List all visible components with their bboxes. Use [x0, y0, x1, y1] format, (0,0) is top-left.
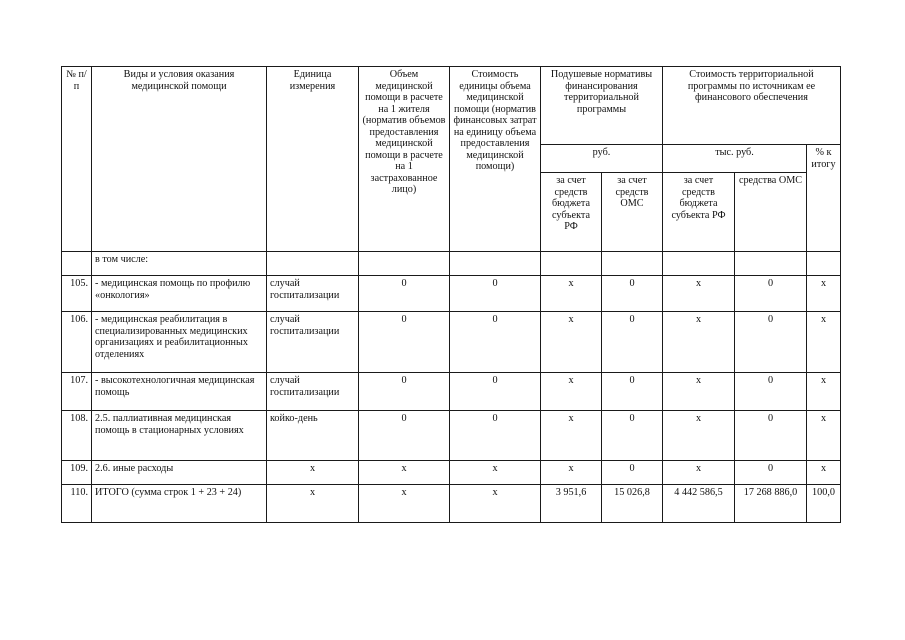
header-oms-rub: за счет средств ОМС: [602, 173, 663, 252]
row-name: - медицинская реабилитация в специализированных медицинских организациях и реабилитационных отделениях: [92, 312, 267, 373]
header-per-capita: Подушевые нормативы финансирования территориальной программы: [541, 67, 663, 145]
row-cost: х: [450, 485, 541, 523]
header-territorial: Стоимость территориальной программы по источникам ее финансового обеспечения: [663, 67, 841, 145]
row-volume: 0: [359, 373, 450, 411]
row-tp-budget: х: [663, 411, 735, 461]
row-unit: х: [267, 461, 359, 485]
row-pct: х: [807, 373, 841, 411]
row-tp-oms: 0: [735, 276, 807, 312]
row-name: - высокотехнологичная медицинская помощь: [92, 373, 267, 411]
row-volume: 0: [359, 276, 450, 312]
subheading-text: в том числе:: [92, 252, 267, 276]
row-tp-budget: х: [663, 312, 735, 373]
row-cost: 0: [450, 276, 541, 312]
table-row-total: [62, 485, 841, 523]
row-unit: случай госпитализации: [267, 312, 359, 373]
row-pc-oms: 0: [602, 461, 663, 485]
row-pc-oms: 0: [602, 373, 663, 411]
row-pct: х: [807, 461, 841, 485]
row-cost: 0: [450, 312, 541, 373]
row-name: 2.6. иные расходы: [92, 461, 267, 485]
row-volume: х: [359, 461, 450, 485]
row-name: - медицинская помощь по профилю «онкология»: [92, 276, 267, 312]
header-rub: руб.: [541, 145, 663, 173]
header-unit: Единица измерения: [267, 67, 359, 252]
row-volume: 0: [359, 411, 450, 461]
table-row: [62, 411, 841, 461]
row-num: 107.: [62, 373, 92, 411]
row-volume: х: [359, 485, 450, 523]
row-name: ИТОГО (сумма строк 1 + 23 + 24): [92, 485, 267, 523]
row-unit: х: [267, 485, 359, 523]
table-row: [62, 373, 841, 411]
header-oms-thous: средства ОМС: [735, 173, 807, 252]
row-pc-budget: 3 951,6: [541, 485, 602, 523]
row-pct: 100,0: [807, 485, 841, 523]
row-name: 2.5. паллиативная медицинская помощь в стационарных условиях: [92, 411, 267, 461]
header-cost: Стоимость единицы объема медицинской помощи (норматив финансовых затрат на единицу объема предоставления медицинской помощи): [450, 67, 541, 252]
row-num: 105.: [62, 276, 92, 312]
row-tp-oms: 0: [735, 461, 807, 485]
row-cost: 0: [450, 411, 541, 461]
row-tp-budget: х: [663, 276, 735, 312]
row-cost: 0: [450, 373, 541, 411]
row-unit: случай госпитализации: [267, 373, 359, 411]
row-tp-budget: х: [663, 373, 735, 411]
header-kinds: Виды и условия оказания медицинской помощи: [92, 67, 267, 252]
row-pct: х: [807, 411, 841, 461]
row-tp-oms: 0: [735, 411, 807, 461]
table-row: [62, 312, 841, 373]
row-pct: х: [807, 276, 841, 312]
row-pct: х: [807, 312, 841, 373]
header-budget-rub: за счет средств бюджета субъекта РФ: [541, 173, 602, 252]
row-pc-budget: х: [541, 373, 602, 411]
row-tp-oms: 0: [735, 312, 807, 373]
row-tp-oms: 17 268 886,0: [735, 485, 807, 523]
row-pc-oms: 0: [602, 276, 663, 312]
row-num: 110.: [62, 485, 92, 523]
row-tp-budget: 4 442 586,5: [663, 485, 735, 523]
row-pc-budget: х: [541, 411, 602, 461]
row-volume: 0: [359, 312, 450, 373]
header-volume: Объем медицинской помощи в расчете на 1 жителя (норматив объемов предоставления медицинской помощи в расчете на 1 застрахованное лицо): [359, 67, 450, 252]
table-row: [62, 276, 841, 312]
row-tp-budget: х: [663, 461, 735, 485]
program-cost-table: [61, 66, 841, 523]
header-num: № п/п: [62, 67, 92, 252]
subheading-row: [62, 252, 841, 276]
header-row-1: [62, 67, 841, 145]
row-pc-oms: 0: [602, 312, 663, 373]
header-thous-rub: тыс. руб.: [663, 145, 807, 173]
table-row: [62, 461, 841, 485]
row-unit: койко-день: [267, 411, 359, 461]
row-pc-oms: 15 026,8: [602, 485, 663, 523]
row-pc-oms: 0: [602, 411, 663, 461]
row-cost: х: [450, 461, 541, 485]
row-num: 109.: [62, 461, 92, 485]
row-num: 108.: [62, 411, 92, 461]
header-percent: % к итогу: [807, 145, 841, 252]
row-pc-budget: х: [541, 312, 602, 373]
row-pc-budget: х: [541, 276, 602, 312]
row-pc-budget: х: [541, 461, 602, 485]
row-num: 106.: [62, 312, 92, 373]
row-unit: случай госпитализации: [267, 276, 359, 312]
header-budget-thous: за счет средств бюджета субъекта РФ: [663, 173, 735, 252]
row-tp-oms: 0: [735, 373, 807, 411]
